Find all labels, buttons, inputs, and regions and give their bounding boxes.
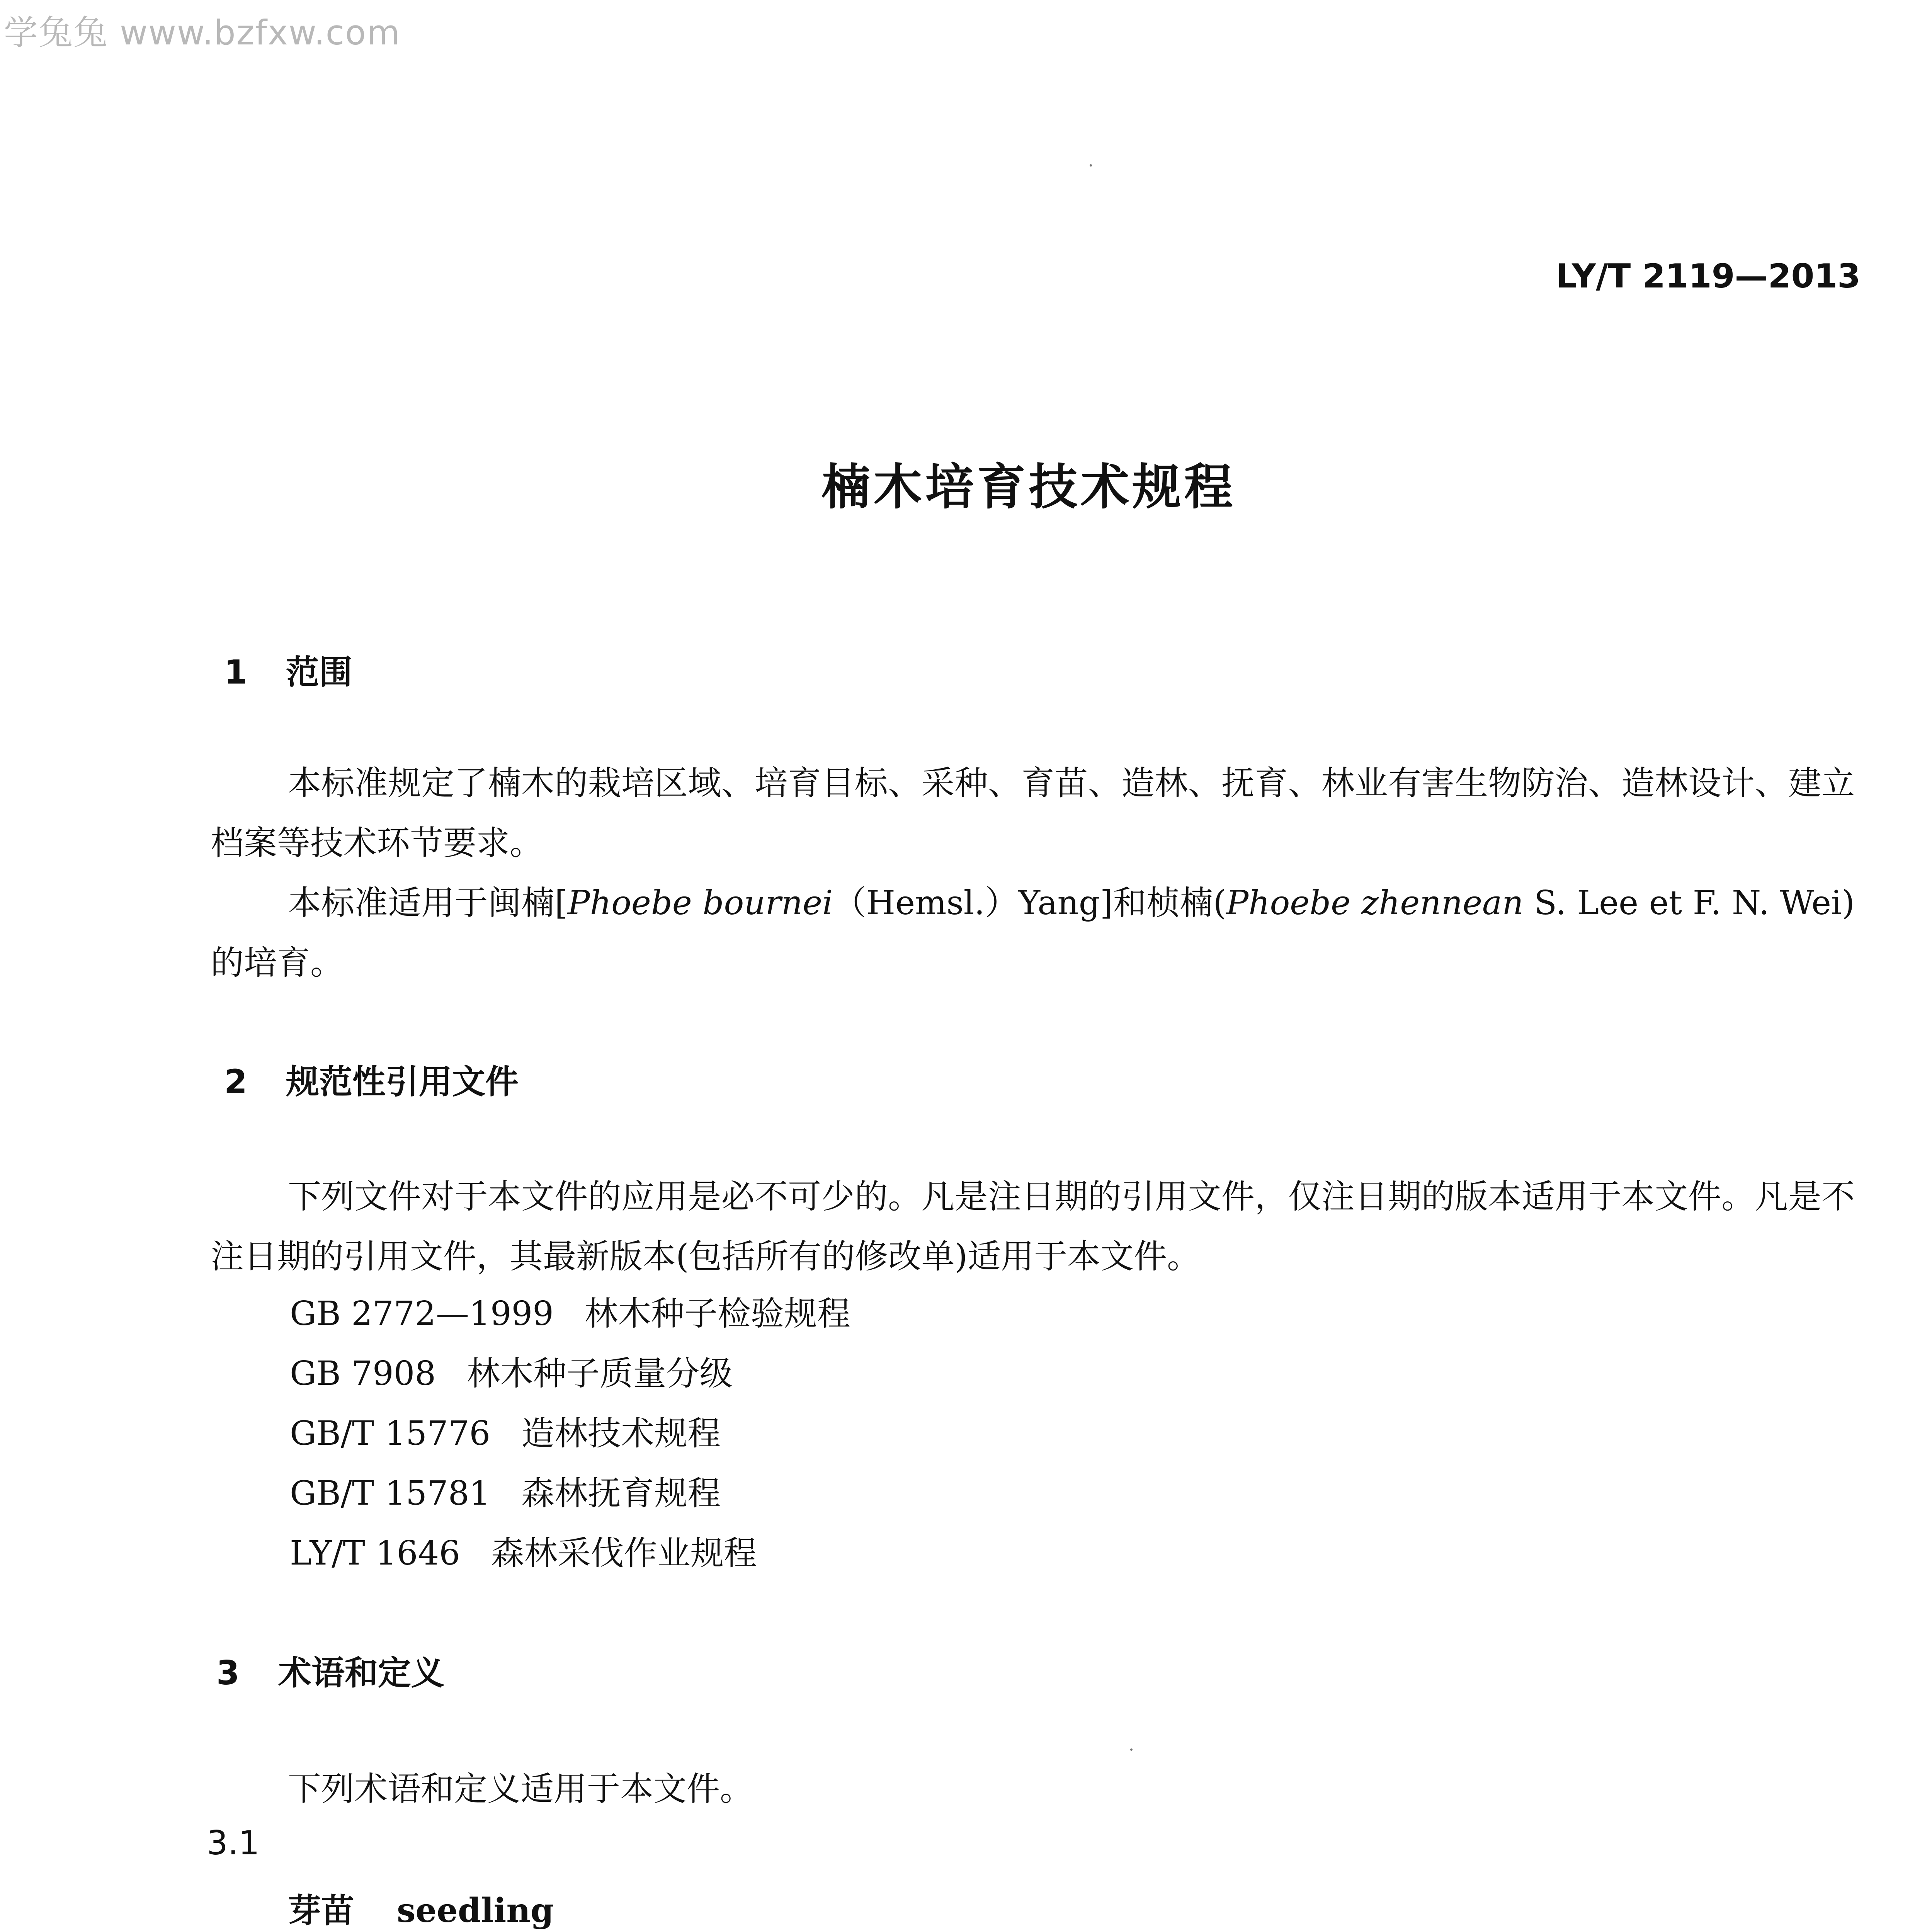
reference-item [290, 1526, 757, 1574]
section-1-paragraph-2 [211, 873, 1855, 993]
section-1-paragraph-1: 本标准规定了楠木的栽培区域、培育目标、采种、育苗、造林、抚育、林业有害生物防治、造林设计、建立档案等技术环节要求。 [211, 764, 1855, 862]
reference-title: 造林技术规程 [521, 1414, 721, 1453]
section-title: 术语和定义 [278, 1654, 444, 1692]
reference-title: 林木种子检验规程 [584, 1294, 850, 1333]
reference-title: 森林抚育规程 [521, 1474, 721, 1513]
reference-title: 森林采伐作业规程 [491, 1534, 757, 1573]
term-en: seedling [397, 1891, 554, 1930]
reference-item [290, 1287, 850, 1335]
scan-speck [1090, 164, 1092, 167]
reference-code: GB 7908 [290, 1354, 436, 1393]
section-2-heading [224, 1055, 519, 1103]
term-number: 3.1 [207, 1824, 260, 1862]
term-title [288, 1884, 554, 1932]
reference-code: GB 2772—1999 [290, 1294, 554, 1333]
text-run: 本标准适用于闽楠[ [288, 884, 568, 922]
section-title: 范围 [286, 653, 352, 692]
reference-code: GB/T 15781 [290, 1474, 491, 1513]
section-number: 1 [224, 653, 247, 692]
reference-item [290, 1406, 721, 1454]
section-3-heading [216, 1646, 444, 1694]
standard-code: LY/T 2119—2013 [1556, 257, 1861, 296]
reference-title: 林木种子质量分级 [467, 1354, 733, 1393]
reference-code: GB/T 15776 [290, 1414, 491, 1453]
watermark: 学兔兔 www.bzfxw.com [4, 13, 401, 53]
section-number: 2 [224, 1063, 247, 1101]
scan-speck [1130, 1748, 1133, 1751]
document-title: 楠木培育技术规程 [821, 459, 1236, 515]
section-3-paragraph-1: 下列术语和定义适用于本文件。 [288, 1770, 753, 1808]
latin-name: Phoebe zhennean [1226, 884, 1524, 922]
section-number: 3 [216, 1654, 240, 1692]
latin-name: Phoebe bournei [567, 884, 833, 922]
section-title: 规范性引用文件 [286, 1063, 519, 1101]
reference-item [290, 1466, 721, 1514]
section-2-paragraph-1: 下列文件对于本文件的应用是必不可少的。凡是注日期的引用文件，仅注日期的版本适用于本文件。凡是不注日期的引用文件，其最新版本(包括所有的修改单)适用于本文件。 [211, 1177, 1855, 1276]
text-run: S. Lee et F. N. Wei)的培育。 [211, 884, 1855, 982]
reference-item [290, 1347, 733, 1395]
text-run: （Hemsl.）Yang]和桢楠( [833, 884, 1226, 922]
section-1-heading [224, 645, 352, 693]
reference-code: LY/T 1646 [290, 1534, 460, 1573]
term-zh: 芽苗 [288, 1891, 354, 1930]
